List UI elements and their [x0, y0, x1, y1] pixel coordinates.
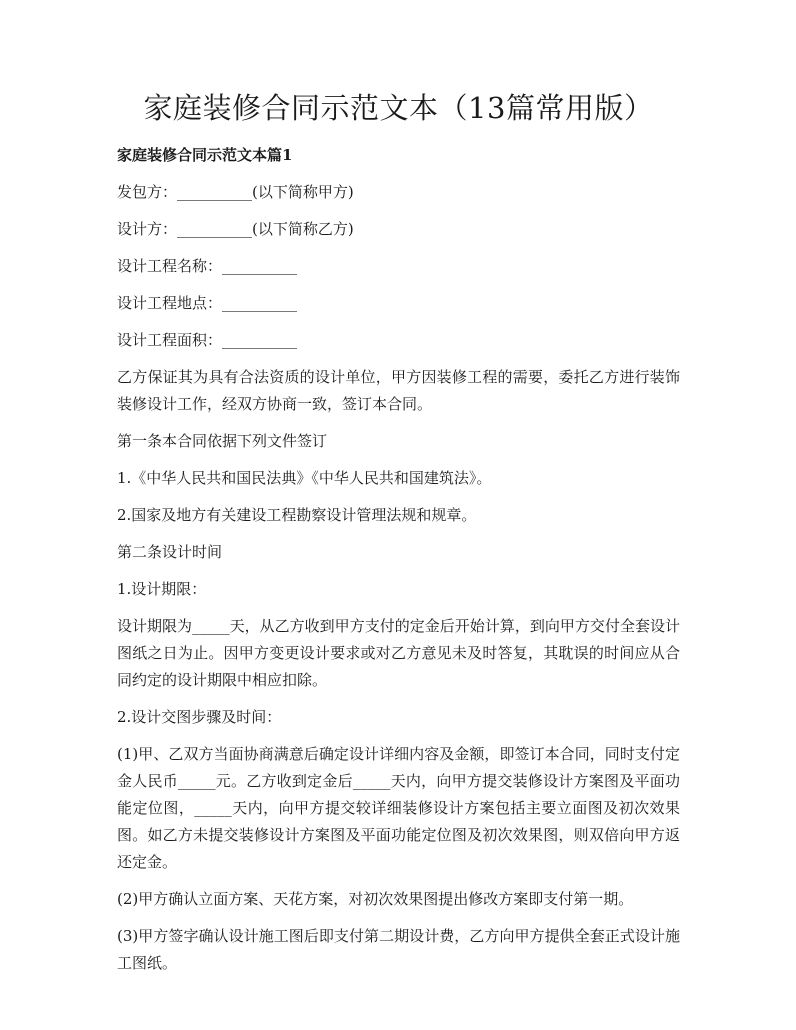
article-1-item-2: 2.国家及地方有关建设工程勘察设计管理法规和规章。: [117, 506, 477, 524]
project-area-line: 设计工程面积：__________: [117, 331, 298, 349]
section-heading: 家庭装修合同示范文本篇1: [117, 146, 293, 164]
article-1-heading: 第一条本合同依据下列文件签订: [117, 432, 328, 450]
delivery-steps-heading: 2.设计交图步骤及时间：: [117, 708, 282, 726]
project-name-line: 设计工程名称：__________: [117, 257, 298, 275]
delivery-step-3: (3)甲方签字确认设计施工图后即支付第二期设计费，乙方向甲方提供全套正式设计施工图纸。: [117, 927, 680, 972]
delivery-step-1: (1)甲、乙双方当面协商满意后确定设计详细内容及金额，即签订本合同，同时支付定金人民币_____元。乙方收到定金后_____天内，向甲方提交装修设计方案图及平面功能定位图，_____天内，向甲方提交较详细装修设计方案包括主要立面图及初次效果图。如乙方未提交装修设计方案图及平面功能定位图及初次效果图，则双倍向甲方返还定金。: [117, 745, 680, 871]
design-period-paragraph: 设计期限为_____天，从乙方收到甲方支付的定金后开始计算，到向甲方交付全套设计图纸之日为止。因甲方变更设计要求或对乙方意见未及时答复，其耽误的时间应从合同约定的设计期限中相应扣除。: [117, 617, 680, 689]
article-1-item-1: 1.《中华人民共和国民法典》《中华人民共和国建筑法》。: [117, 469, 492, 487]
design-period-heading: 1.设计期限：: [117, 580, 207, 598]
intro-paragraph: 乙方保证其为具有合法资质的设计单位，甲方因装修工程的需要，委托乙方进行装饰装修设计工作，经双方协商一致，签订本合同。: [117, 368, 680, 413]
article-2-heading: 第二条设计时间: [117, 543, 223, 561]
delivery-step-2: (2)甲方确认立面方案、天花方案，对初次效果图提出修改方案即支付第一期。: [117, 890, 634, 908]
party-a-line: 发包方：__________(以下简称甲方): [117, 183, 354, 201]
party-b-line: 设计方：__________(以下简称乙方): [117, 220, 354, 238]
project-location-line: 设计工程地点：__________: [117, 294, 298, 312]
document-title: 家庭装修合同示范文本（13篇常用版）: [143, 91, 654, 125]
